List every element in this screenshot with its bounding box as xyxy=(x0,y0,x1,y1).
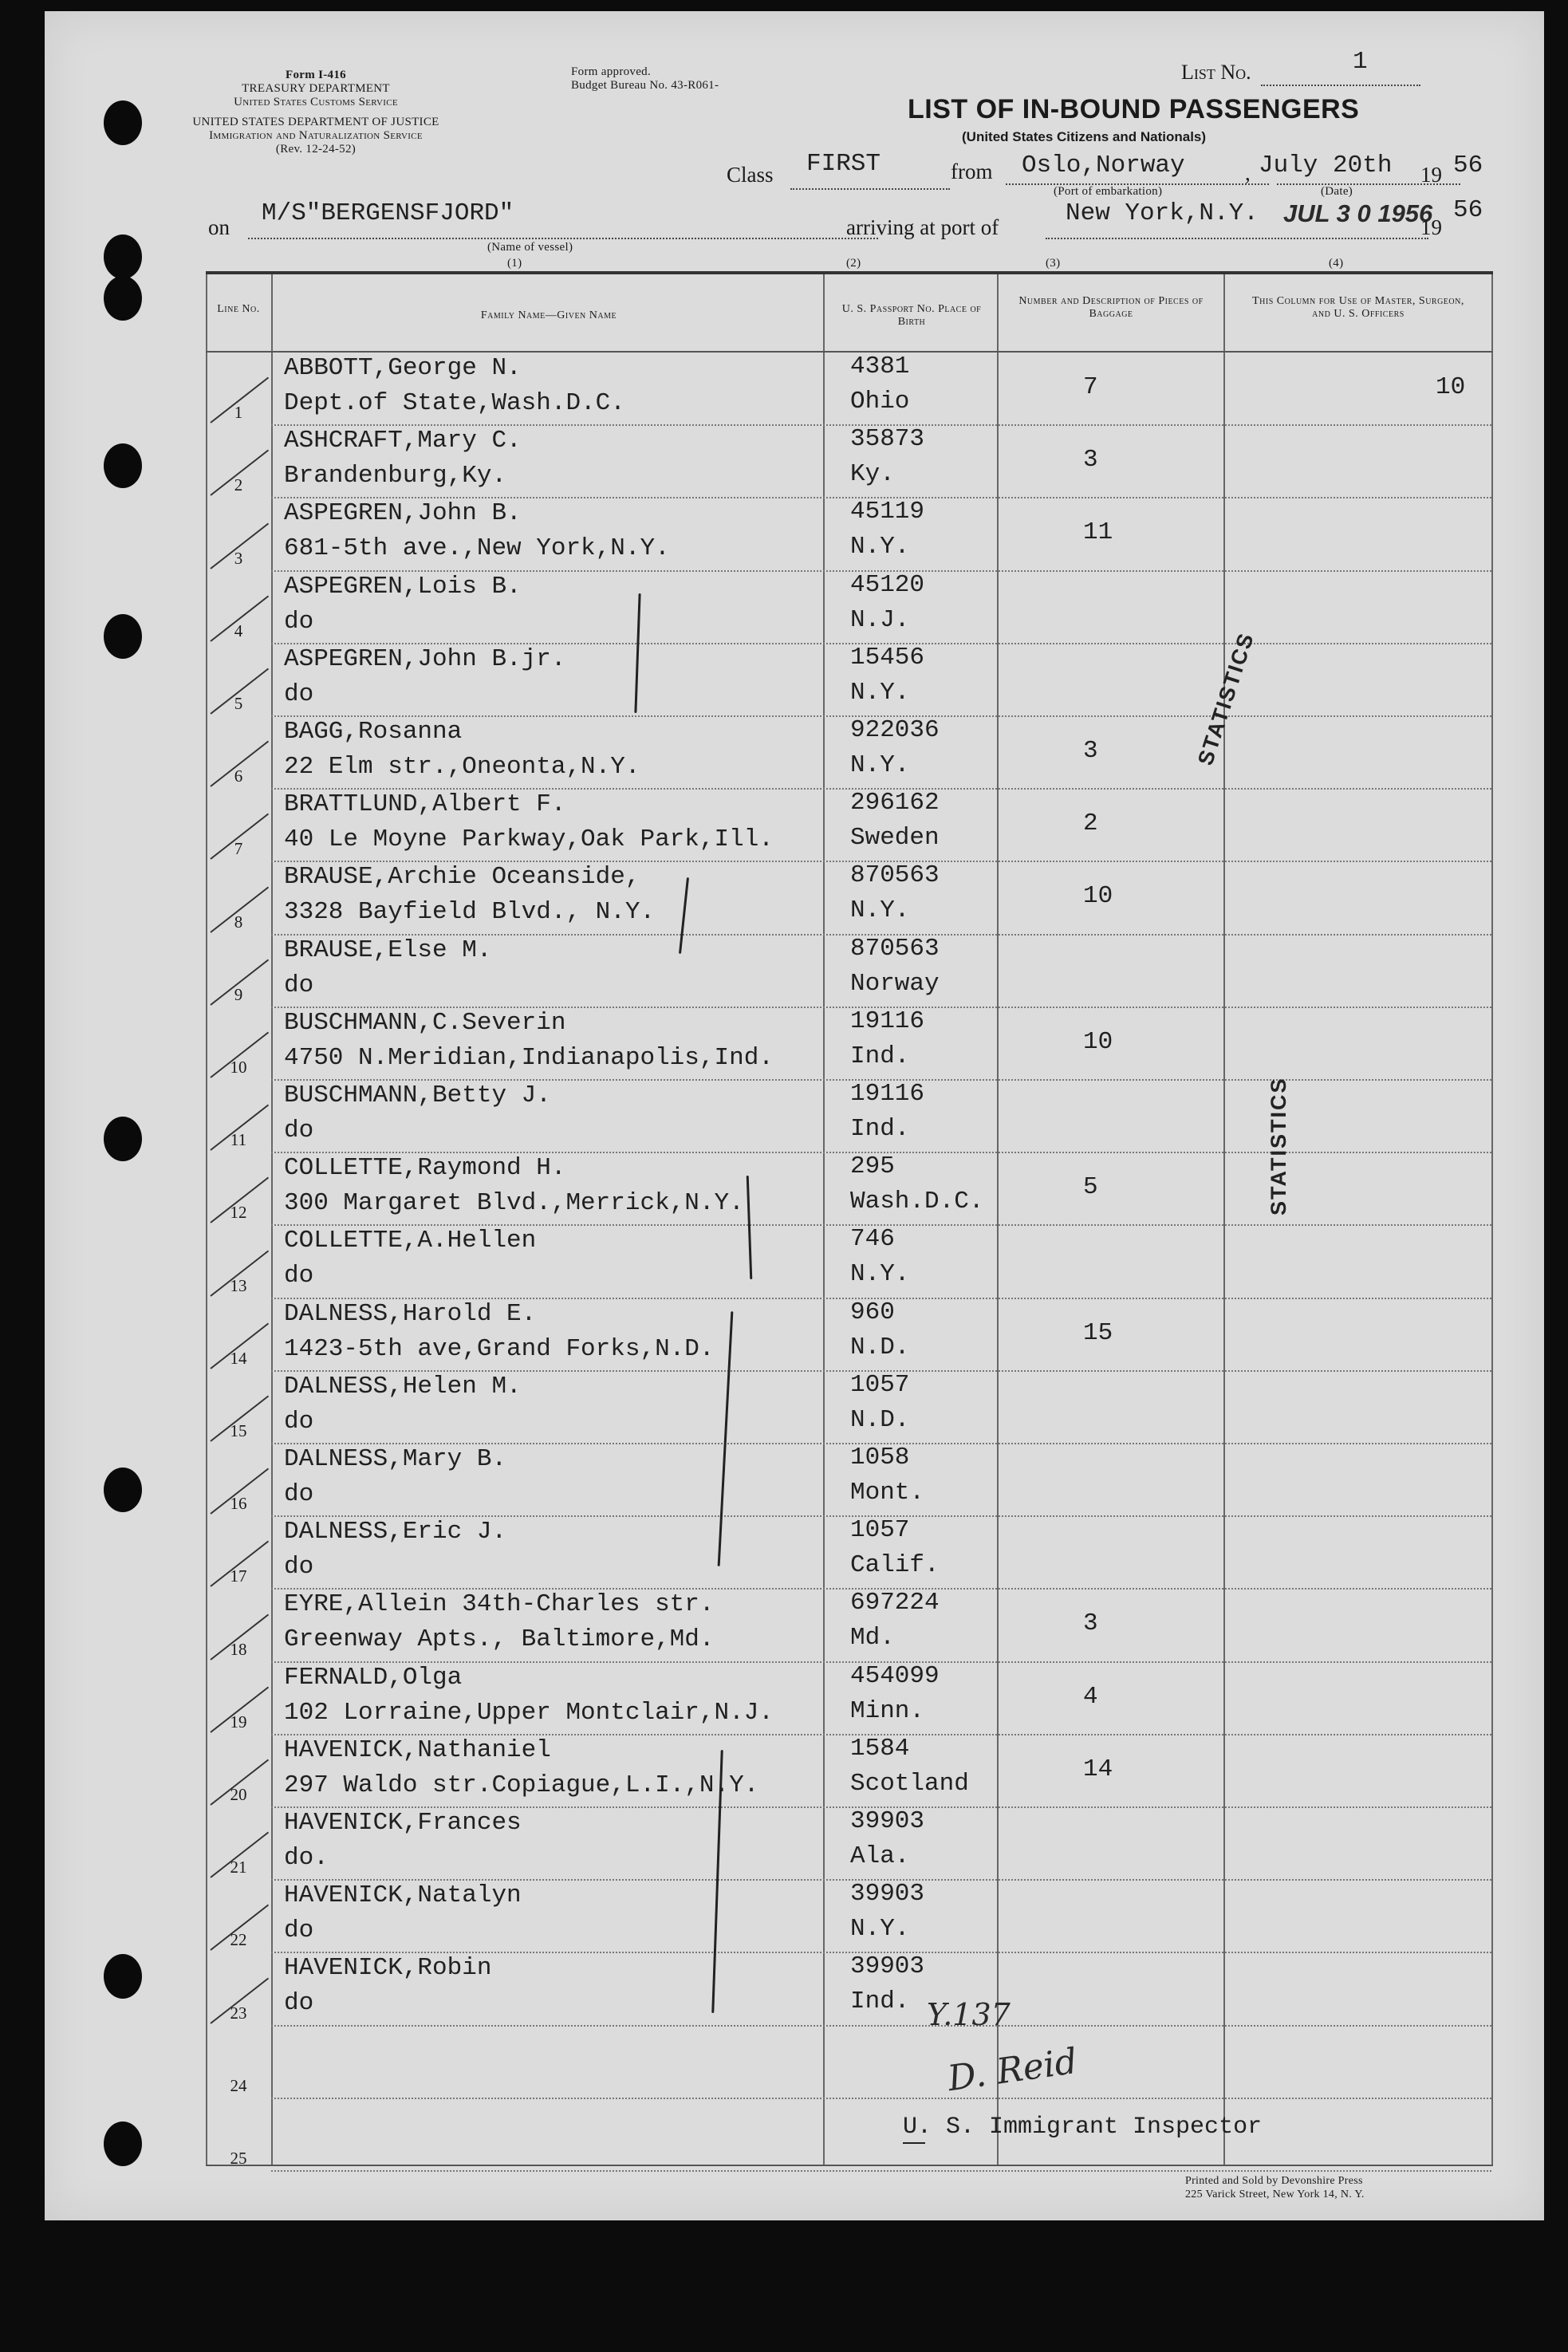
line-number: 18 xyxy=(230,1639,247,1659)
date-caption: (Date) xyxy=(1321,185,1353,198)
arrival-year-prefix: 19 xyxy=(1420,215,1442,239)
statistics-stamp-upper: STATISTICS xyxy=(1193,628,1259,769)
form-number: Form I-416 xyxy=(286,69,346,81)
officer-note: 10 xyxy=(1436,373,1466,401)
passenger-name: HAVENICK,Frances xyxy=(284,1809,522,1837)
passport-number: 35873 xyxy=(850,425,925,454)
arrival-line xyxy=(1046,238,1428,239)
table-row xyxy=(206,716,1493,789)
date-year-prefix: 19 xyxy=(1420,163,1442,187)
place-of-birth: Scotland xyxy=(850,1769,969,1798)
table-row xyxy=(206,789,1493,861)
ins-label: Immigration and Naturalization Service xyxy=(209,129,423,142)
passenger-address: do. xyxy=(284,1844,329,1872)
passport-number: 15456 xyxy=(850,643,925,672)
passport-number: 960 xyxy=(850,1298,895,1326)
passenger-address: do xyxy=(284,1553,314,1582)
arriving-label: arriving at port of xyxy=(846,215,999,239)
binder-hole-1 xyxy=(104,100,142,145)
passenger-address: do xyxy=(284,1480,314,1508)
embark-port: Oslo,Norway xyxy=(1022,152,1185,179)
passenger-address: do xyxy=(284,1989,314,2018)
place-of-birth: N.Y. xyxy=(850,1915,910,1944)
binder-hole-7 xyxy=(104,1468,142,1512)
passenger-table xyxy=(206,271,1493,2166)
place-of-birth: N.Y. xyxy=(850,1260,910,1289)
col-header-baggage: Number and Description of Pieces of Baggage xyxy=(1018,295,1204,320)
handwritten-count: Y.137 xyxy=(927,1997,1011,2032)
table-row xyxy=(206,1080,1493,1152)
table-row xyxy=(206,1225,1493,1298)
col-header-name: Family Name—Given Name xyxy=(480,309,617,321)
passenger-address: do xyxy=(284,1917,314,1945)
vessel-line xyxy=(248,238,878,239)
passenger-address: 22 Elm str.,Oneonta,N.Y. xyxy=(284,753,640,781)
place-of-birth: N.D. xyxy=(850,1405,910,1434)
place-of-birth: Ala. xyxy=(850,1842,910,1870)
line-number: 15 xyxy=(230,1420,247,1440)
line-number: 14 xyxy=(230,1348,247,1368)
passport-number: 1057 xyxy=(850,1370,910,1399)
inspector-title: U. S. Immigrant Inspector xyxy=(903,2114,1263,2141)
binder-hole-5 xyxy=(104,614,142,659)
line-number: 1 xyxy=(234,403,243,423)
treasury-department: TREASURY DEPARTMENT xyxy=(242,82,390,95)
manifest-sheet xyxy=(45,11,1544,2220)
passport-number: 870563 xyxy=(850,861,940,890)
table-row xyxy=(206,1662,1493,1735)
place-of-birth: Norway xyxy=(850,969,940,998)
line-number: 23 xyxy=(230,2003,247,2023)
passenger-name: HAVENICK,Nathaniel xyxy=(284,1735,551,1764)
arrival-year: 56 xyxy=(1453,196,1483,224)
date-year: 56 xyxy=(1453,152,1483,179)
baggage-count: 7 xyxy=(1083,373,1098,401)
line-number: 16 xyxy=(230,1494,247,1514)
passenger-name: BRAUSE,Archie Oceanside, xyxy=(284,863,640,892)
table-row xyxy=(206,2026,1493,2098)
place-of-birth: Sweden xyxy=(850,824,940,853)
line-number: 12 xyxy=(230,1203,247,1223)
table-row xyxy=(206,353,1493,425)
passport-number: 1057 xyxy=(850,1516,910,1545)
vessel-caption: (Name of vessel) xyxy=(487,241,573,254)
passenger-name: ASHCRAFT,Mary C. xyxy=(284,427,522,455)
baggage-count: 15 xyxy=(1083,1318,1113,1347)
passenger-name: BUSCHMANN,Betty J. xyxy=(284,1081,551,1109)
form-block xyxy=(148,69,483,156)
from-label: from xyxy=(951,160,993,183)
passenger-name: HAVENICK,Natalyn xyxy=(284,1881,522,1910)
place-of-birth: N.Y. xyxy=(850,678,910,707)
passport-number: 697224 xyxy=(850,1589,940,1617)
binder-hole-4 xyxy=(104,443,142,488)
passport-number: 19116 xyxy=(850,1080,925,1108)
baggage-count: 10 xyxy=(1083,882,1113,911)
table-row xyxy=(206,1007,1493,1080)
passenger-address: 4750 N.Meridian,Indianapolis,Ind. xyxy=(284,1043,774,1072)
line-number: 5 xyxy=(234,693,243,713)
col-num-2: (2) xyxy=(846,257,861,270)
passport-number: 39903 xyxy=(850,1880,925,1909)
passenger-address: 3328 Bayfield Blvd., N.Y. xyxy=(284,898,656,927)
col-num-1: (1) xyxy=(507,257,522,270)
passenger-name: EYRE,Allein 34th-Charles str. xyxy=(284,1590,715,1619)
passport-number: 45120 xyxy=(850,570,925,599)
line-number: 25 xyxy=(230,2148,247,2168)
table-row xyxy=(206,1444,1493,1516)
place-of-birth: Ky. xyxy=(850,460,895,489)
binder-hole-8 xyxy=(104,1954,142,1999)
line-number: 8 xyxy=(234,912,243,932)
class-line xyxy=(790,188,950,190)
passenger-address: do xyxy=(284,680,314,708)
statistics-stamp-lower: STATISTICS xyxy=(1267,1077,1290,1215)
passenger-name: ASPEGREN,John B. xyxy=(284,499,522,528)
passenger-name: DALNESS,Eric J. xyxy=(284,1518,507,1546)
approval-block xyxy=(571,65,719,93)
passenger-address: 300 Margaret Blvd.,Merrick,N.Y. xyxy=(284,1189,744,1218)
revision-date: (Rev. 12-24-52) xyxy=(275,143,357,156)
passport-number: 19116 xyxy=(850,1007,925,1035)
table-row xyxy=(206,935,1493,1007)
place-of-birth: N.Y. xyxy=(850,533,910,561)
comma-1: , xyxy=(1245,161,1251,185)
baggage-count: 5 xyxy=(1083,1173,1098,1202)
passenger-address: do xyxy=(284,971,314,999)
table-row xyxy=(206,425,1493,498)
justice-department: UNITED STATES DEPARTMENT OF JUSTICE xyxy=(192,116,439,128)
col-num-4: (4) xyxy=(1329,257,1344,270)
passenger-name: BRATTLUND,Albert F. xyxy=(284,790,566,819)
passenger-name: ASPEGREN,Lois B. xyxy=(284,572,522,601)
line-number: 17 xyxy=(230,1566,247,1586)
passenger-address: Brandenburg,Ky. xyxy=(284,462,507,490)
binder-hole-6 xyxy=(104,1117,142,1161)
passenger-address: Dept.of State,Wash.D.C. xyxy=(284,389,625,417)
line-number: 7 xyxy=(234,839,243,859)
line-number: 20 xyxy=(230,1784,247,1804)
passenger-name: DALNESS,Helen M. xyxy=(284,1372,522,1401)
passenger-address: 1423-5th ave,Grand Forks,N.D. xyxy=(284,1334,715,1363)
table-row xyxy=(206,1298,1493,1371)
place-of-birth: Md. xyxy=(850,1624,895,1653)
line-number: 3 xyxy=(234,548,243,568)
line-number: 11 xyxy=(230,1130,247,1150)
col-header-line-no: Line No. xyxy=(217,303,260,315)
vessel-name: M/S"BERGENSFJORD" xyxy=(262,199,514,227)
passenger-name: DALNESS,Mary B. xyxy=(284,1445,507,1473)
inspector-underline xyxy=(903,2142,925,2144)
form-approved: Form approved. xyxy=(571,65,652,78)
class-value: FIRST xyxy=(806,150,881,178)
passenger-address: do xyxy=(284,1407,314,1436)
passenger-name: HAVENICK,Robin xyxy=(284,1954,492,1983)
passenger-name: FERNALD,Olga xyxy=(284,1663,463,1692)
binder-hole-3 xyxy=(104,276,142,321)
passenger-address: do xyxy=(284,1262,314,1290)
place-of-birth: N.Y. xyxy=(850,896,910,925)
passenger-address: 297 Waldo str.Copiague,L.I.,N.Y. xyxy=(284,1771,759,1799)
line-number: 22 xyxy=(230,1930,247,1950)
passport-number: 39903 xyxy=(850,1952,925,1981)
place-of-birth: N.J. xyxy=(850,605,910,634)
passenger-name: BAGG,Rosanna xyxy=(284,718,463,746)
place-of-birth: N.Y. xyxy=(850,751,910,779)
passport-number: 39903 xyxy=(850,1807,925,1835)
passenger-name: BUSCHMANN,C.Severin xyxy=(284,1008,566,1037)
table-row xyxy=(206,1516,1493,1589)
table-row xyxy=(206,571,1493,644)
arrival-port: New York,N.Y. xyxy=(1066,199,1259,227)
passenger-name: ABBOTT,George N. xyxy=(284,354,522,382)
table-row xyxy=(206,861,1493,934)
passport-number: 922036 xyxy=(850,716,940,744)
form-subtitle: (United States Citizens and Nationals) xyxy=(962,129,1207,144)
printer-imprint xyxy=(1185,2174,1365,2201)
baggage-count: 3 xyxy=(1083,446,1098,475)
table-row xyxy=(206,1807,1493,1880)
passport-number: 870563 xyxy=(850,934,940,963)
binder-hole-9 xyxy=(104,2122,142,2166)
passport-number: 454099 xyxy=(850,1661,940,1690)
table-row xyxy=(206,2098,1493,2171)
passenger-name: DALNESS,Harold E. xyxy=(284,1299,537,1328)
passenger-name: BRAUSE,Else M. xyxy=(284,936,492,964)
place-of-birth: N.D. xyxy=(850,1333,910,1361)
table-row xyxy=(206,1371,1493,1444)
class-label: Class xyxy=(727,163,774,187)
line-number: 19 xyxy=(230,1712,247,1731)
place-of-birth: Calif. xyxy=(850,1551,940,1580)
passenger-address: Greenway Apts., Baltimore,Md. xyxy=(284,1625,715,1654)
inspector-signature: D. Reid xyxy=(945,2040,1080,2100)
table-row xyxy=(206,1589,1493,1661)
binder-hole-2 xyxy=(104,234,142,279)
passport-number: 1584 xyxy=(850,1734,910,1763)
passenger-name: COLLETTE,Raymond H. xyxy=(284,1154,566,1183)
passport-number: 45119 xyxy=(850,498,925,526)
passport-number: 4381 xyxy=(850,353,910,380)
baggage-count: 3 xyxy=(1083,737,1098,765)
passport-number: 295 xyxy=(850,1152,895,1181)
form-title: LIST OF IN-BOUND PASSENGERS xyxy=(908,94,1360,124)
line-number: 10 xyxy=(230,1057,247,1077)
place-of-birth: Ohio xyxy=(850,388,910,416)
line-number: 6 xyxy=(234,766,243,786)
customs-service: United States Customs Service xyxy=(234,96,398,108)
passenger-address: 681-5th ave.,New York,N.Y. xyxy=(284,534,670,563)
line-number: 13 xyxy=(230,1275,247,1295)
place-of-birth: Minn. xyxy=(850,1696,925,1725)
place-of-birth: Ind. xyxy=(850,1115,910,1143)
passenger-address: 102 Lorraine,Upper Montclair,N.J. xyxy=(284,1698,774,1727)
place-of-birth: Ind. xyxy=(850,1042,910,1070)
baggage-count: 3 xyxy=(1083,1609,1098,1638)
embark-date: July 20th xyxy=(1259,152,1393,179)
line-number: 2 xyxy=(234,475,243,495)
table-row xyxy=(206,644,1493,716)
port-embark-caption: (Port of embarkation) xyxy=(1054,185,1163,198)
line-number: 24 xyxy=(230,2075,247,2095)
list-no-line xyxy=(1261,85,1420,86)
passenger-address: do xyxy=(284,1117,314,1144)
passenger-address: 40 Le Moyne Parkway,Oak Park,Ill. xyxy=(284,825,774,854)
row-divider xyxy=(271,2170,1491,2172)
col-num-3: (3) xyxy=(1046,257,1061,270)
list-no-value: 1 xyxy=(1353,48,1368,76)
baggage-count: 4 xyxy=(1083,1682,1098,1711)
budget-bureau: Budget Bureau No. 43-R061- xyxy=(571,79,719,92)
passenger-address: do xyxy=(284,607,314,636)
place-of-birth: Mont. xyxy=(850,1479,925,1507)
passenger-name: COLLETTE,A.Hellen xyxy=(284,1227,537,1255)
table-row xyxy=(206,498,1493,570)
table-row xyxy=(206,1152,1493,1225)
passport-number: 746 xyxy=(850,1225,895,1254)
baggage-count: 10 xyxy=(1083,1027,1113,1056)
passenger-name: ASPEGREN,John B.jr. xyxy=(284,644,566,673)
place-of-birth: Ind. xyxy=(850,1988,910,2016)
baggage-count: 2 xyxy=(1083,810,1098,838)
place-of-birth: Wash.D.C. xyxy=(850,1188,984,1216)
baggage-count: 14 xyxy=(1083,1755,1113,1783)
line-number: 4 xyxy=(234,621,243,640)
printer-line-2: 225 Varick Street, New York 14, N. Y. xyxy=(1185,2189,1365,2200)
arrival-date-stamp: JUL 3 0 1956 xyxy=(1283,199,1433,227)
table-row xyxy=(206,1952,1493,2025)
printer-line-1: Printed and Sold by Devonshire Press xyxy=(1185,2175,1363,2187)
col-header-officers: This Column for Use of Master, Surgeon, and U. S. Officers xyxy=(1252,295,1464,320)
passport-number: 296162 xyxy=(850,789,940,817)
table-row xyxy=(206,1735,1493,1807)
baggage-count: 11 xyxy=(1083,518,1113,547)
col-header-passport: U. S. Passport No. Place of Birth xyxy=(841,303,982,328)
list-no-label: List No. xyxy=(1181,61,1251,84)
on-label: on xyxy=(208,215,230,239)
line-number: 9 xyxy=(234,984,243,1004)
line-number: 21 xyxy=(230,1858,247,1877)
table-row xyxy=(206,1880,1493,1952)
passport-number: 1058 xyxy=(850,1444,910,1471)
